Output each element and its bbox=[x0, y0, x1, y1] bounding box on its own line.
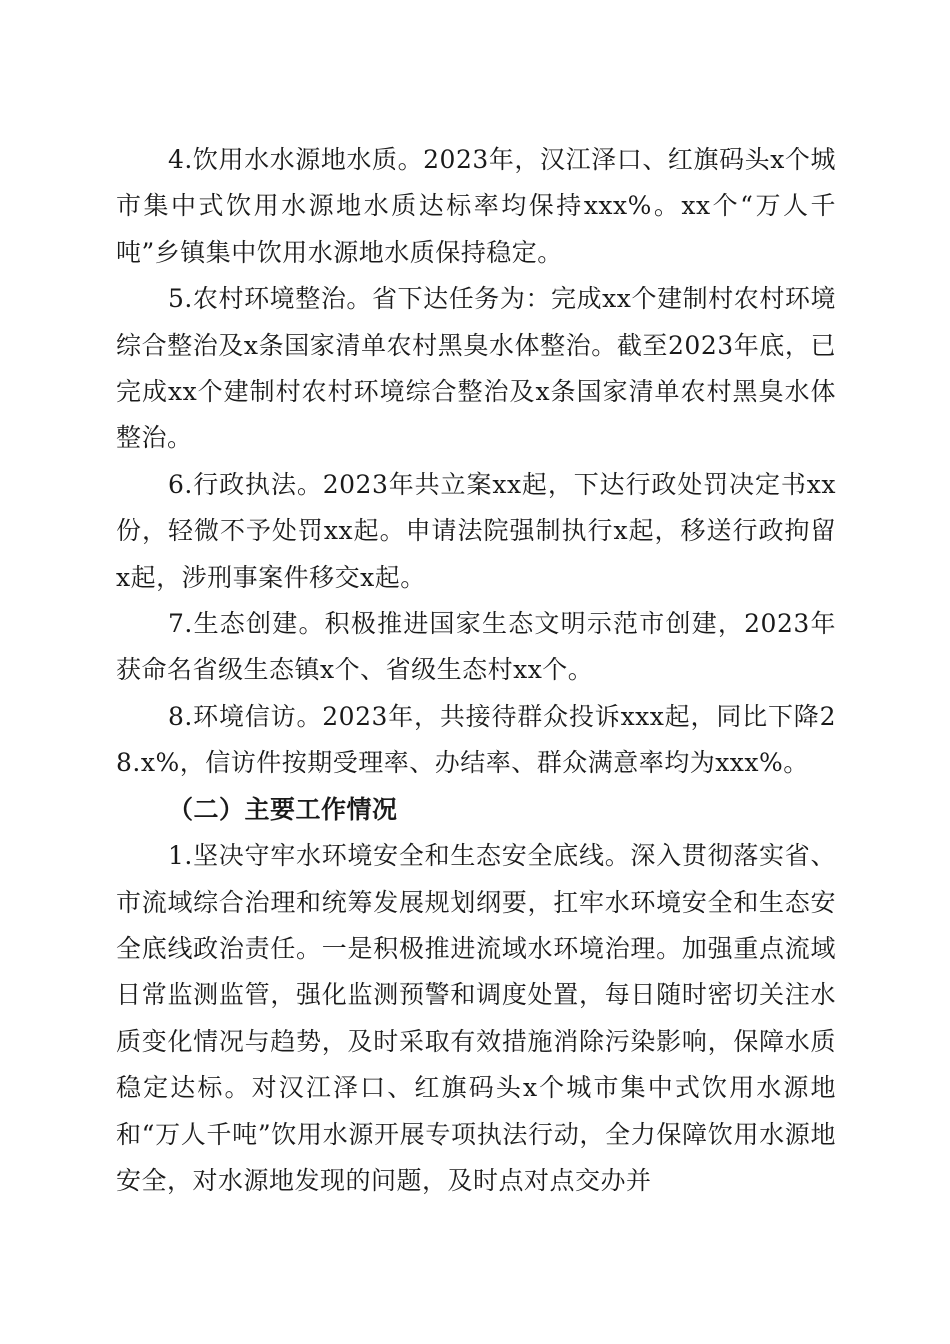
paragraph-drinking-water: 4.饮用水水源地水质。2023年，汉江泽口、红旗码头x个城市集中式饮用水源地水质达标率均保持xxx%。xx个“万人千吨”乡镇集中饮用水源地水质保持稳定。 bbox=[116, 145, 836, 267]
section-heading: （二）主要工作情况 bbox=[168, 794, 398, 824]
document-body bbox=[116, 137, 836, 1204]
paragraph-ecological-creation: 7.生态创建。积极推进国家生态文明示范市创建，2023年获命名省级生态镇x个、省级生态村xx个。 bbox=[116, 609, 836, 685]
paragraph-rural-environment: 5.农村环境整治。省下达任务为：完成xx个建制村农村环境综合整治及x条国家清单农村黑臭水体整治。截至2023年底，已完成xx个建制村农村环境综合整治及x条国家清单农村黑臭水体整治。 bbox=[116, 284, 836, 453]
paragraph-environmental-petition: 8.环境信访。2023年，共接待群众投诉xxx起，同比下降28.x%，信访件按期受理率、办结率、群众满意率均为xxx%。 bbox=[116, 701, 836, 778]
paragraph-administrative-enforcement: 6.行政执法。2023年共立案xx起，下达行政处罚决定书xx份，轻微不予处罚xx起。申请法院强制执行x起，移送行政拘留x起，涉刑事案件移交x起。 bbox=[116, 469, 836, 592]
paragraph-water-safety: 1.坚决守牢水环境安全和生态安全底线。深入贯彻落实省、市流域综合治理和统筹发展规划纲要，扛牢水环境安全和生态安全底线政治责任。一是积极推进流域水环境治理。加强重点流域日常监测监管，强化监测预警和调度处置，每日随时密切关注水质变化情况与趋势，及时采取有效措施消除污染影响，保障水质稳定达标。对汉江泽口、红旗码头x个城市集中式饮用水源地和“万人千吨”饮用水源开展专项执法行动，全力保障饮用水源地安全，对水源地发现的问题，及时点对点交办并 bbox=[116, 841, 836, 1195]
